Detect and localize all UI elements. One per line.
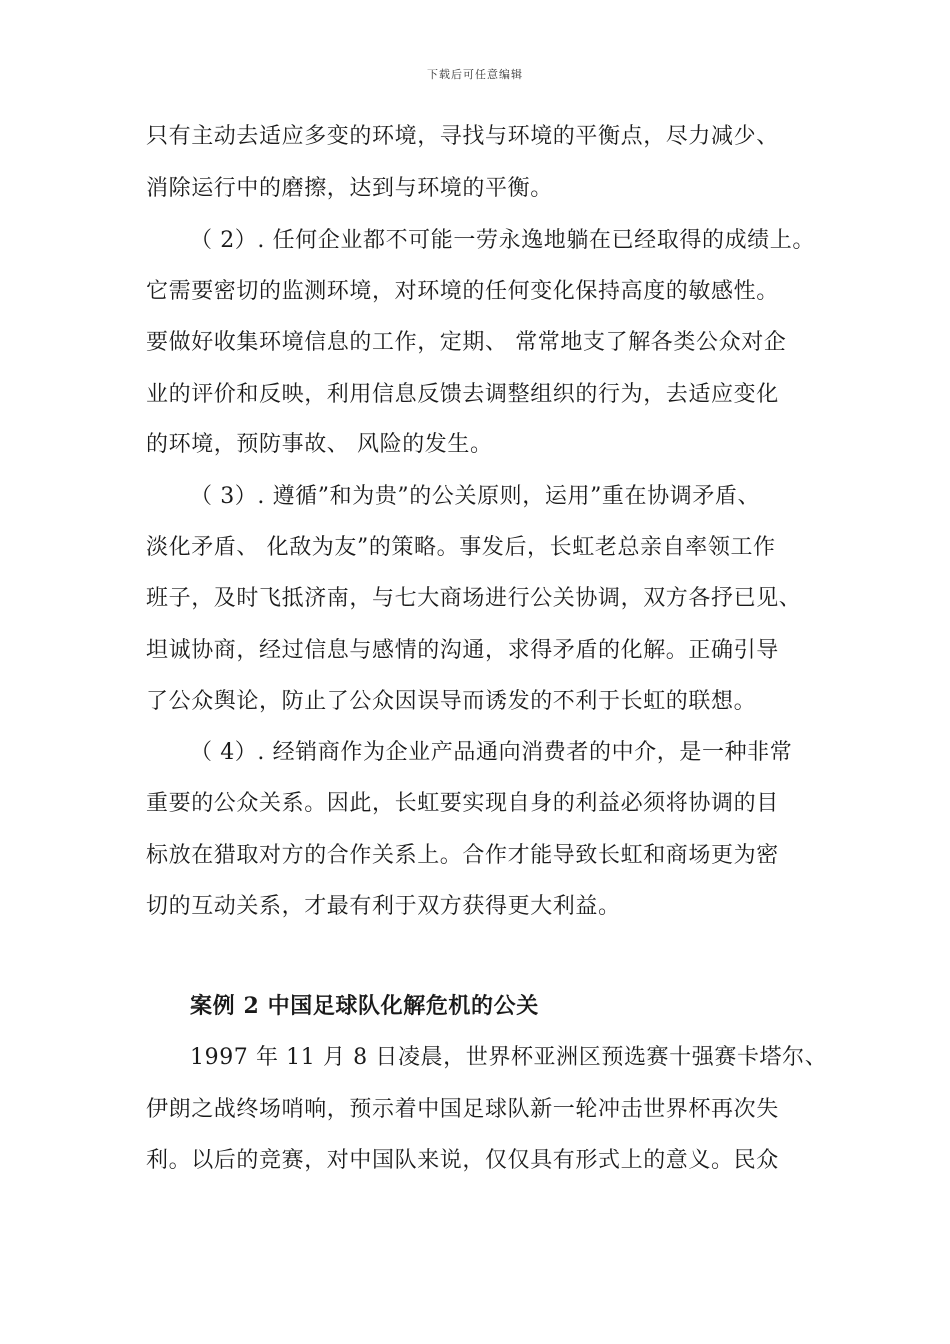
body-line: （ 3）. 遵循”和为贵”的公关原则，运用”重在协调矛盾、 (190, 484, 761, 509)
body-line: 的环境，预防事故、 风险的发生。 (146, 432, 493, 457)
case-line: 伊朗之战终场哨响，预示着中国足球队新一轮冲击世界杯再次失 (146, 1097, 779, 1122)
body-line: 标放在猎取对方的合作关系上。合作才能导致长虹和商场更为密 (146, 843, 779, 868)
page-header: 下载后可任意编辑 (427, 68, 523, 81)
body-line: 坦诚协商，经过信息与感情的沟通，求得矛盾的化解。正确引导 (146, 638, 779, 663)
body-line: （ 2）. 任何企业都不可能一劳永逸地躺在已经取得的成绩上。 (190, 228, 815, 253)
case-line: 利。以后的竞赛，对中国队来说，仅仅具有形式上的意义。民众 (146, 1148, 779, 1173)
body-line: 了公众舆论，防止了公众因误导而诱发的不利于长虹的联想。 (146, 689, 757, 714)
body-line: 切的互动关系，才最有利于双方获得更大利益。 (146, 894, 621, 919)
body-line: 它需要密切的监测环境，对环境的任何变化保持高度的敏感性。 (146, 279, 779, 304)
case-line: 1997 年 11 月 8 日凌晨，世界杯亚洲区预选赛十强赛卡塔尔、 (190, 1045, 828, 1070)
body-line: 班子，及时飞抵济南，与七大商场进行公关协调，双方各抒已见、 (146, 586, 802, 611)
body-line: 重要的公众关系。因此，长虹要实现自身的利益必须将协调的目 (146, 791, 779, 816)
body-line: 只有主动去适应多变的环境，寻找与环境的平衡点，尽力减少、 (146, 124, 779, 149)
body-line: 业的评价和反映，利用信息反馈去调整组织的行为，去适应变化 (146, 382, 779, 407)
body-line: （ 4）. 经销商作为企业产品通向消费者的中介，是一种非常 (190, 740, 793, 765)
body-line: 要做好收集环境信息的工作，定期、 常常地支了解各类公众对企 (146, 330, 787, 355)
body-line: 淡化矛盾、 化敌为友”的策略。事发后，长虹老总亲自率领工作 (146, 535, 776, 560)
body-line: 消除运行中的磨擦，达到与环境的平衡。 (146, 176, 553, 201)
case-heading: 案例 2 中国足球队化解危机的公关 (190, 993, 539, 1019)
